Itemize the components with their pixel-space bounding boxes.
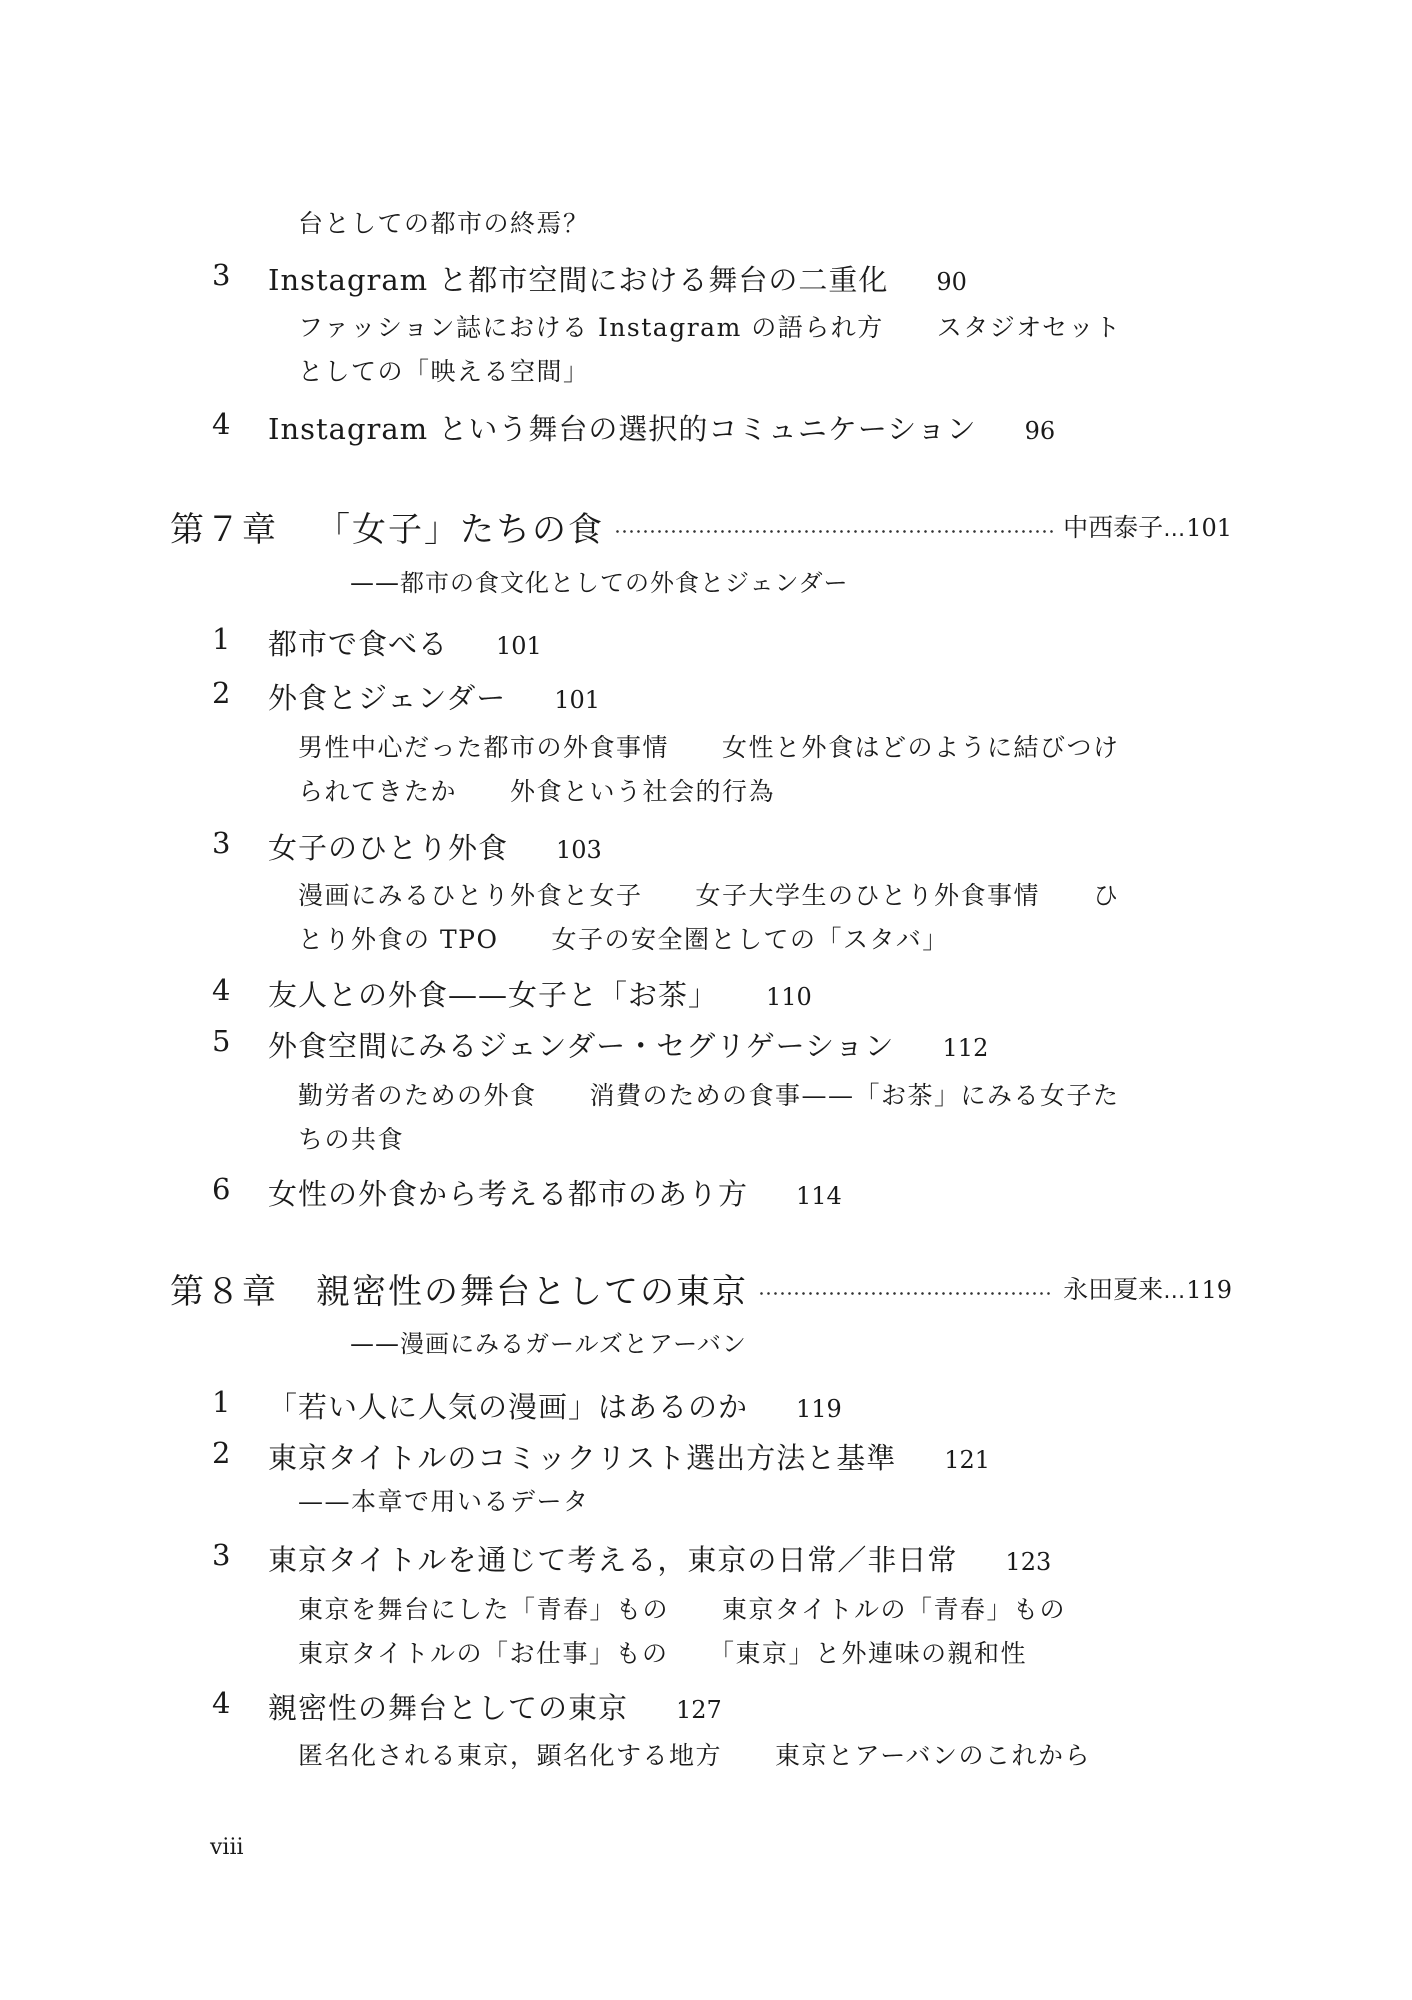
section-number: 2 bbox=[212, 1436, 231, 1470]
continued-subsection-line: 台としての都市の終焉？ bbox=[298, 209, 590, 238]
section-title-line bbox=[268, 973, 812, 1014]
subsection-line: 勤労者のための外食 消費のための食事——「お茶」にみる女子た bbox=[298, 1081, 1120, 1110]
section-title: 友人との外食——女子と「お茶」 bbox=[268, 978, 719, 1012]
section-number: 4 bbox=[212, 973, 231, 1007]
section-title: Instagram と都市空間における舞台の二重化 bbox=[268, 263, 889, 297]
chapter-number: 第７章 bbox=[170, 509, 278, 550]
chapter-title: 親密性の舞台としての東京 bbox=[316, 1271, 748, 1312]
subsection-line: ファッション誌における Instagram の語られ方 スタジオセット bbox=[298, 313, 1122, 342]
chapter-author: 中西泰子 bbox=[1063, 513, 1164, 542]
chapter-author-block bbox=[1063, 508, 1232, 544]
section-page: 101 bbox=[496, 632, 542, 660]
section-number: 6 bbox=[212, 1172, 231, 1206]
chapter-title-text bbox=[170, 502, 604, 551]
chapter-author-block bbox=[1063, 1270, 1232, 1306]
chapter-subtitle: ——漫画にみるガールズとアーバン bbox=[350, 1330, 747, 1358]
section-number: 4 bbox=[212, 407, 231, 441]
section-page: 114 bbox=[796, 1182, 842, 1210]
section-number: 2 bbox=[212, 676, 231, 710]
dot-leader bbox=[758, 1292, 1053, 1295]
subsection-line: ちの共食 bbox=[298, 1125, 405, 1154]
subsection-line: 漫画にみるひとり外食と女子 女子大学生のひとり外食事情 ひ bbox=[298, 881, 1120, 910]
chapter-leader: … bbox=[1163, 1279, 1185, 1304]
subsection-line: としての「映える空間」 bbox=[298, 357, 590, 386]
subsection-line: 匿名化される東京，顕名化する地方 東京とアーバンのこれから bbox=[298, 1741, 1092, 1770]
section-title: 外食空間にみるジェンダー・セグリゲーション bbox=[268, 1029, 895, 1063]
section-title-line bbox=[268, 826, 602, 867]
section-title-line bbox=[268, 1538, 1051, 1579]
section-page: 119 bbox=[796, 1395, 842, 1423]
section-title-line bbox=[268, 1385, 842, 1426]
section-title: Instagram という舞台の選択的コミュニケーション bbox=[268, 412, 977, 446]
section-page: 127 bbox=[676, 1696, 722, 1724]
section-title-line bbox=[268, 1686, 722, 1727]
subsection-line: 東京を舞台にした「青春」もの 東京タイトルの「青春」もの bbox=[298, 1595, 1067, 1624]
chapter-leader: … bbox=[1163, 517, 1185, 542]
section-title-line bbox=[268, 676, 600, 717]
subsection-line: 東京タイトルの「お仕事」もの 「東京」と外連味の親和性 bbox=[298, 1639, 1028, 1668]
section-number: 3 bbox=[212, 826, 231, 860]
section-title-line bbox=[268, 258, 967, 299]
chapter-heading bbox=[170, 1267, 1232, 1312]
section-number: 4 bbox=[212, 1686, 231, 1720]
section-title: 東京タイトルのコミックリスト選出方法と基準 bbox=[268, 1441, 897, 1475]
page-folio: viii bbox=[210, 1835, 244, 1860]
chapter-number: 第８章 bbox=[170, 1271, 278, 1312]
section-title-line bbox=[268, 1172, 842, 1213]
section-number: 3 bbox=[212, 258, 231, 292]
section-page: 90 bbox=[936, 268, 967, 296]
section-title-line bbox=[268, 407, 1055, 448]
subsection-line: とり外食の TPO 女子の安全圏としての「スタバ」 bbox=[298, 925, 949, 954]
dot-leader bbox=[614, 530, 1053, 533]
section-title: 女性の外食から考える都市のあり方 bbox=[268, 1177, 749, 1211]
chapter-subtitle: ——都市の食文化としての外食とジェンダー bbox=[350, 569, 849, 597]
section-title-line bbox=[268, 1024, 988, 1065]
section-number: 1 bbox=[212, 622, 231, 656]
section-page: 112 bbox=[942, 1034, 989, 1062]
section-title: 都市で食べる bbox=[268, 627, 449, 661]
chapter-title: 「女子」たちの食 bbox=[316, 509, 604, 550]
section-title: 女子のひとり外食 bbox=[268, 831, 509, 865]
chapter-title-text bbox=[170, 1264, 748, 1313]
section-title: 外食とジェンダー bbox=[268, 681, 507, 715]
section-title-line bbox=[268, 622, 542, 663]
section-number: 3 bbox=[212, 1538, 231, 1572]
section-page: 123 bbox=[1005, 1548, 1052, 1576]
section-number: 5 bbox=[212, 1024, 231, 1058]
section-page: 96 bbox=[1024, 417, 1056, 445]
chapter-author: 永田夏来 bbox=[1063, 1275, 1164, 1304]
chapter-page: 119 bbox=[1186, 1276, 1232, 1304]
section-title: 「若い人に人気の漫画」はあるのか bbox=[268, 1390, 749, 1424]
section-number: 1 bbox=[212, 1385, 231, 1419]
section-title-line bbox=[268, 1436, 990, 1477]
subsection-line: ——本章で用いるデータ bbox=[298, 1487, 590, 1516]
section-page: 121 bbox=[944, 1446, 991, 1474]
section-page: 103 bbox=[556, 836, 602, 864]
subsection-line: 男性中心だった都市の外食事情 女性と外食はどのように結びつけ bbox=[298, 733, 1120, 762]
section-page: 101 bbox=[554, 686, 601, 714]
section-title: 東京タイトルを通じて考える，東京の日常／非日常 bbox=[268, 1543, 958, 1577]
chapter-heading bbox=[170, 505, 1232, 550]
chapter-page: 101 bbox=[1186, 514, 1232, 542]
section-page: 110 bbox=[766, 983, 812, 1011]
section-title: 親密性の舞台としての東京 bbox=[268, 1691, 629, 1725]
subsection-line: られてきたか 外食という社会的行為 bbox=[298, 777, 776, 806]
